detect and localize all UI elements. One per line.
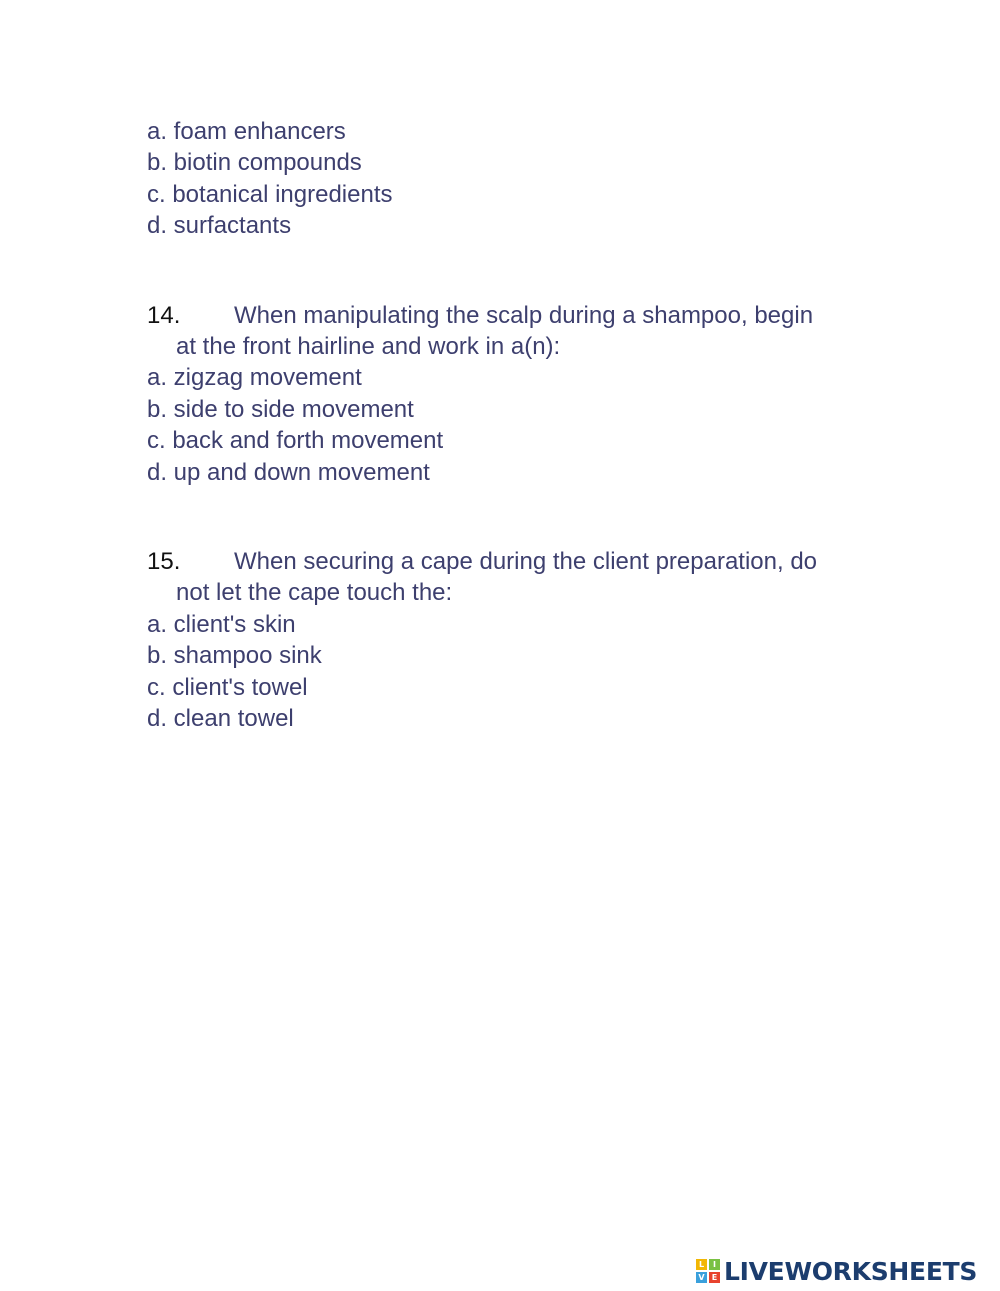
q14-question <box>147 300 813 331</box>
brand-name: LIVEWORKSHEETS <box>724 1256 978 1286</box>
q13-option-b: b. biotin compounds <box>147 149 362 176</box>
q14-option-a: a. zigzag movement <box>147 364 362 391</box>
logo-letter-i: I <box>709 1259 720 1270</box>
q14-text-line1: When manipulating the scalp during a shampoo, begin <box>234 302 814 329</box>
q15-option-d: d. clean towel <box>147 705 294 732</box>
q15-question <box>147 546 817 577</box>
q15-option-b: b. shampoo sink <box>147 642 322 669</box>
q15-text-line1: When securing a cape during the client preparation, do <box>234 548 818 575</box>
logo-mark-icon <box>696 1259 720 1283</box>
q15-number: 15. <box>147 548 181 575</box>
q15-option-a: a. client's skin <box>147 611 296 638</box>
q13-option-d: d. surfactants <box>147 212 292 239</box>
logo-letter-e: E <box>709 1272 720 1283</box>
q13-option-c: c. botanical ingredients <box>147 181 393 208</box>
logo-letter-v: V <box>696 1272 707 1283</box>
q14-option-b: b. side to side movement <box>147 396 414 423</box>
q14-option-c: c. back and forth movement <box>147 427 444 454</box>
q14-option-d: d. up and down movement <box>147 459 430 486</box>
logo-letter-l: L <box>696 1259 707 1270</box>
q15-option-c: c. client's towel <box>147 674 308 701</box>
q13-option-a: a. foam enhancers <box>147 118 346 145</box>
q15-text-line2: not let the cape touch the: <box>176 579 453 606</box>
q14-number: 14. <box>147 302 181 329</box>
q14-text-line2: at the front hairline and work in a(n): <box>176 333 561 360</box>
liveworksheets-logo[interactable] <box>696 1255 977 1287</box>
